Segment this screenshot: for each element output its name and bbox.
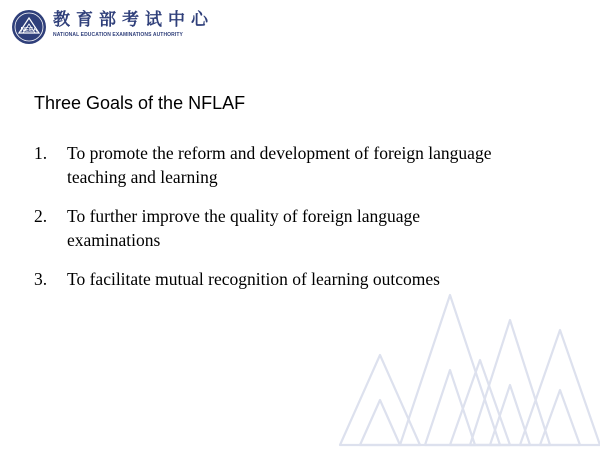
slide-title: Three Goals of the NFLAF: [34, 93, 246, 113]
neea-emblem-icon: [11, 9, 47, 45]
goal-item: [34, 141, 504, 189]
triangle-pattern-decoration: [330, 290, 600, 450]
goal-number: 3.: [34, 269, 48, 289]
goal-text: To facilitate mutual recognition of learning outcomes: [67, 269, 440, 289]
goal-item: [34, 204, 504, 252]
logo-text: NEEA: [20, 27, 38, 34]
goal-number: 1.: [34, 143, 48, 163]
goal-text: To promote the reform and development of foreign language teaching and learning: [67, 143, 492, 187]
org-name-chinese: 教育部考试中心: [53, 10, 214, 30]
goal-number: 2.: [34, 206, 48, 226]
goal-text: To further improve the quality of foreign language examinations: [67, 206, 421, 250]
org-name-english: NATIONAL EDUCATION EXAMINATIONS AUTHORITY: [53, 32, 183, 38]
goals-list: [34, 141, 504, 306]
goal-item: [34, 267, 504, 291]
